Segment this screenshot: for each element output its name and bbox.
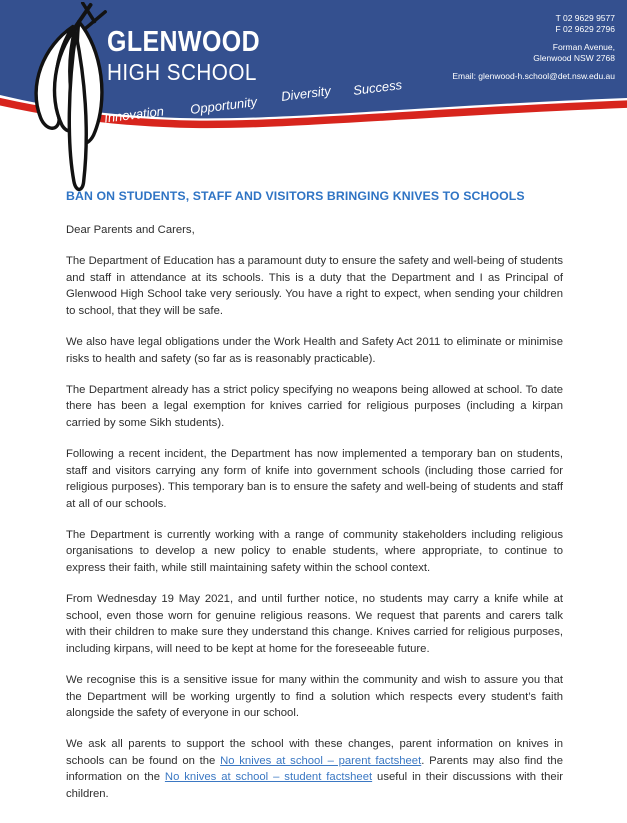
paragraph-effective-date: From Wednesday 19 May 2021, and until further notice, no students may carry a knife while at school, even those worn for genuine religious reasons. We request that parents and carers talk with their children to make sure they understand this change. Knives carried for religious purposes, including kirpans, will need to be kept at home for the foreseeable future.	[66, 593, 563, 655]
contact-address-line2: Glenwood NSW 2768	[533, 53, 615, 63]
motto-word-success: Success	[352, 77, 403, 98]
motto-word-diversity: Diversity	[280, 83, 332, 104]
school-logo-gum-leaves-icon	[14, 2, 122, 198]
paragraph-temporary-ban: Following a recent incident, the Department has now implemented a temporary ban on students, staff and visitors carrying any form of knife into government schools (including those carried for religious purposes). This temporary ban is to ensure the safety and well-being of students and staff at all of our schools.	[66, 447, 563, 510]
factsheet-text-after: useful in their discussions with their children.	[66, 771, 563, 801]
school-name	[107, 28, 285, 84]
school-name-line1: GLENWOOD	[107, 26, 261, 58]
factsheet-text-middle: . Parents may also find the information on the	[66, 754, 563, 784]
contact-spacer	[452, 35, 615, 42]
paragraph-factsheets	[66, 736, 563, 802]
contact-address-line1: Forman Avenue,	[552, 42, 615, 52]
motto-word-innovation: Innovation	[103, 103, 165, 126]
paragraph-legal-obligations: We also have legal obligations under the Work Health and Safety Act 2011 to eliminate or minimise risks to health and safety (so far as is reasonably practicable).	[66, 335, 563, 365]
contact-phone: T 02 9629 9577	[555, 13, 615, 23]
contact-fax: F 02 9629 2796	[555, 24, 615, 34]
parent-factsheet-link[interactable]: No knives at school – parent factsheet	[220, 754, 422, 767]
paragraph-duty: The Department of Education has a paramount duty to ensure the safety and well-being of students and staff in attendance at its schools. This is a duty that the Department and I as Principal of Glenwood High School take very seriously. You have a right to expect, when sending your children to school, that they will be safe.	[66, 255, 563, 317]
contact-spacer	[452, 64, 615, 71]
factsheet-text-before: We ask all parents to support the school with these changes, parent information on knives in schools can be found on the	[66, 738, 563, 767]
paragraph-stakeholders: The Department is currently working with a range of community stakeholders including religious organisations to develop a new policy to enable students, where appropriate, to continue to express their faith, while still maintaining safety within the school context.	[66, 528, 563, 574]
salutation: Dear Parents and Carers,	[66, 224, 195, 236]
motto-word-opportunity: Opportunity	[189, 93, 258, 118]
letter-body	[66, 189, 563, 817]
letter-title: BAN ON STUDENTS, STAFF AND VISITORS BRINGING KNIVES TO SCHOOLS	[66, 189, 525, 203]
paragraph-existing-policy: The Department already has a strict policy specifying no weapons being allowed at school. To date there has been a legal exemption for knives carried for religious purposes (including a kirpan carried by some Sikh students).	[66, 383, 563, 429]
contact-block	[452, 13, 615, 82]
school-name-line2: HIGH SCHOOL	[107, 59, 257, 85]
student-factsheet-link[interactable]: No knives at school – student factsheet	[164, 771, 373, 784]
contact-email: Email: glenwood-h.school@det.nsw.edu.au	[452, 71, 615, 81]
paragraph-sensitive-issue: We recognise this is a sensitive issue for many within the community and wish to assure you that the Department will be working urgently to find a solution which respects every student’s faith alongside the safety of everyone in our school.	[66, 673, 563, 720]
